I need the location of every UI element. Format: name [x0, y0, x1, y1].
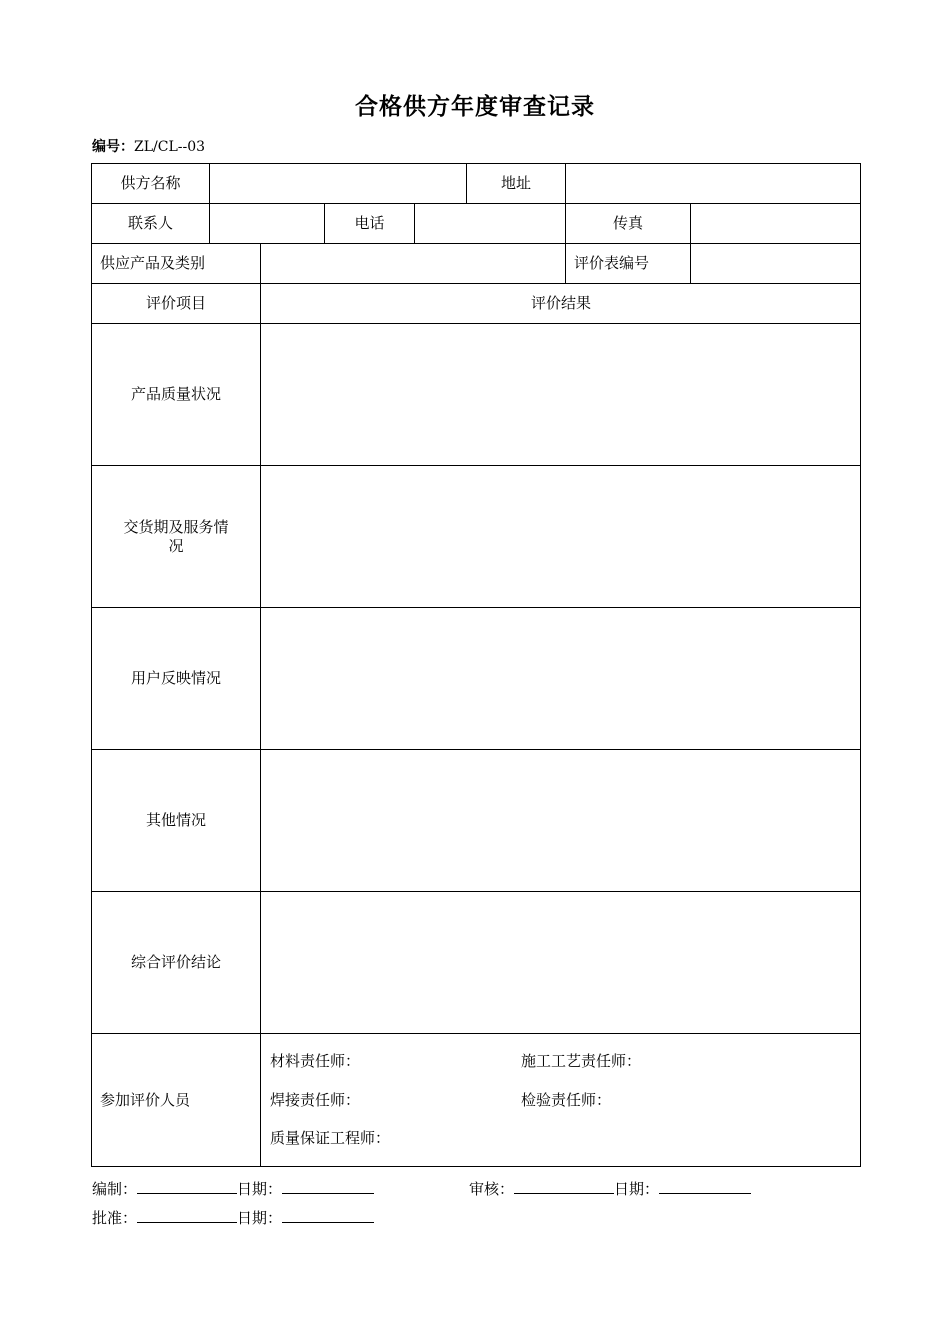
inspection-engineer-label: 检验责任师： [521, 1091, 612, 1109]
page-title: 合格供方年度审查记录 [355, 94, 595, 120]
participants-label: 参加评价人员 [92, 1034, 261, 1166]
prepared-date-label: 日期： [237, 1180, 283, 1198]
eval-form-no-field[interactable] [691, 244, 861, 284]
document-code-value: ZL/CL--03 [134, 139, 206, 155]
welding-engineer-label: 焊接责任师： [270, 1091, 361, 1109]
approved-signature[interactable] [137, 1208, 237, 1223]
item-other-result[interactable] [261, 750, 861, 892]
prepared-label: 编制： [92, 1180, 138, 1198]
phone-field[interactable] [415, 204, 566, 244]
product-category-field[interactable] [261, 244, 566, 284]
process-engineer-label: 施工工艺责任师： [521, 1052, 642, 1070]
approved-date[interactable] [282, 1208, 374, 1223]
reviewed-date[interactable] [659, 1179, 751, 1194]
approved-line [92, 1207, 374, 1228]
item-delivery-service-result[interactable] [261, 466, 861, 608]
eval-item-header: 评价项目 [92, 284, 261, 324]
prepared-line [92, 1178, 374, 1199]
supplier-name-field[interactable] [210, 164, 467, 204]
reviewed-date-label: 日期： [614, 1180, 660, 1198]
address-label: 地址 [467, 164, 566, 204]
item-product-quality-result[interactable] [261, 324, 861, 466]
fax-label: 传真 [566, 204, 691, 244]
qa-engineer-label: 质量保证工程师： [270, 1129, 391, 1147]
product-category-label: 供应产品及类别 [92, 244, 261, 284]
supplier-name-label: 供方名称 [92, 164, 210, 204]
approved-date-label: 日期： [237, 1209, 283, 1227]
item-product-quality-label: 产品质量状况 [92, 324, 261, 466]
participants-field[interactable] [261, 1034, 861, 1166]
eval-form-no-label: 评价表编号 [566, 244, 691, 284]
reviewed-line [469, 1178, 751, 1199]
fax-field[interactable] [691, 204, 861, 244]
review-form-table [91, 163, 861, 1167]
material-engineer-label: 材料责任师： [270, 1052, 361, 1070]
contact-field[interactable] [210, 204, 325, 244]
eval-result-header: 评价结果 [261, 284, 861, 324]
phone-label: 电话 [325, 204, 415, 244]
reviewed-signature[interactable] [514, 1179, 614, 1194]
item-user-feedback-label: 用户反映情况 [92, 608, 261, 750]
item-user-feedback-result[interactable] [261, 608, 861, 750]
prepared-signature[interactable] [137, 1179, 237, 1194]
item-conclusion-result[interactable] [261, 892, 861, 1034]
approved-label: 批准： [92, 1209, 138, 1227]
contact-label: 联系人 [92, 204, 210, 244]
address-field[interactable] [566, 164, 861, 204]
item-other-label: 其他情况 [92, 750, 261, 892]
reviewed-label: 审核： [469, 1180, 515, 1198]
prepared-date[interactable] [282, 1179, 374, 1194]
item-delivery-service-label: 交货期及服务情况 [92, 466, 261, 608]
document-code [92, 136, 205, 156]
item-conclusion-label: 综合评价结论 [92, 892, 261, 1034]
document-code-label: 编号： [92, 139, 134, 155]
